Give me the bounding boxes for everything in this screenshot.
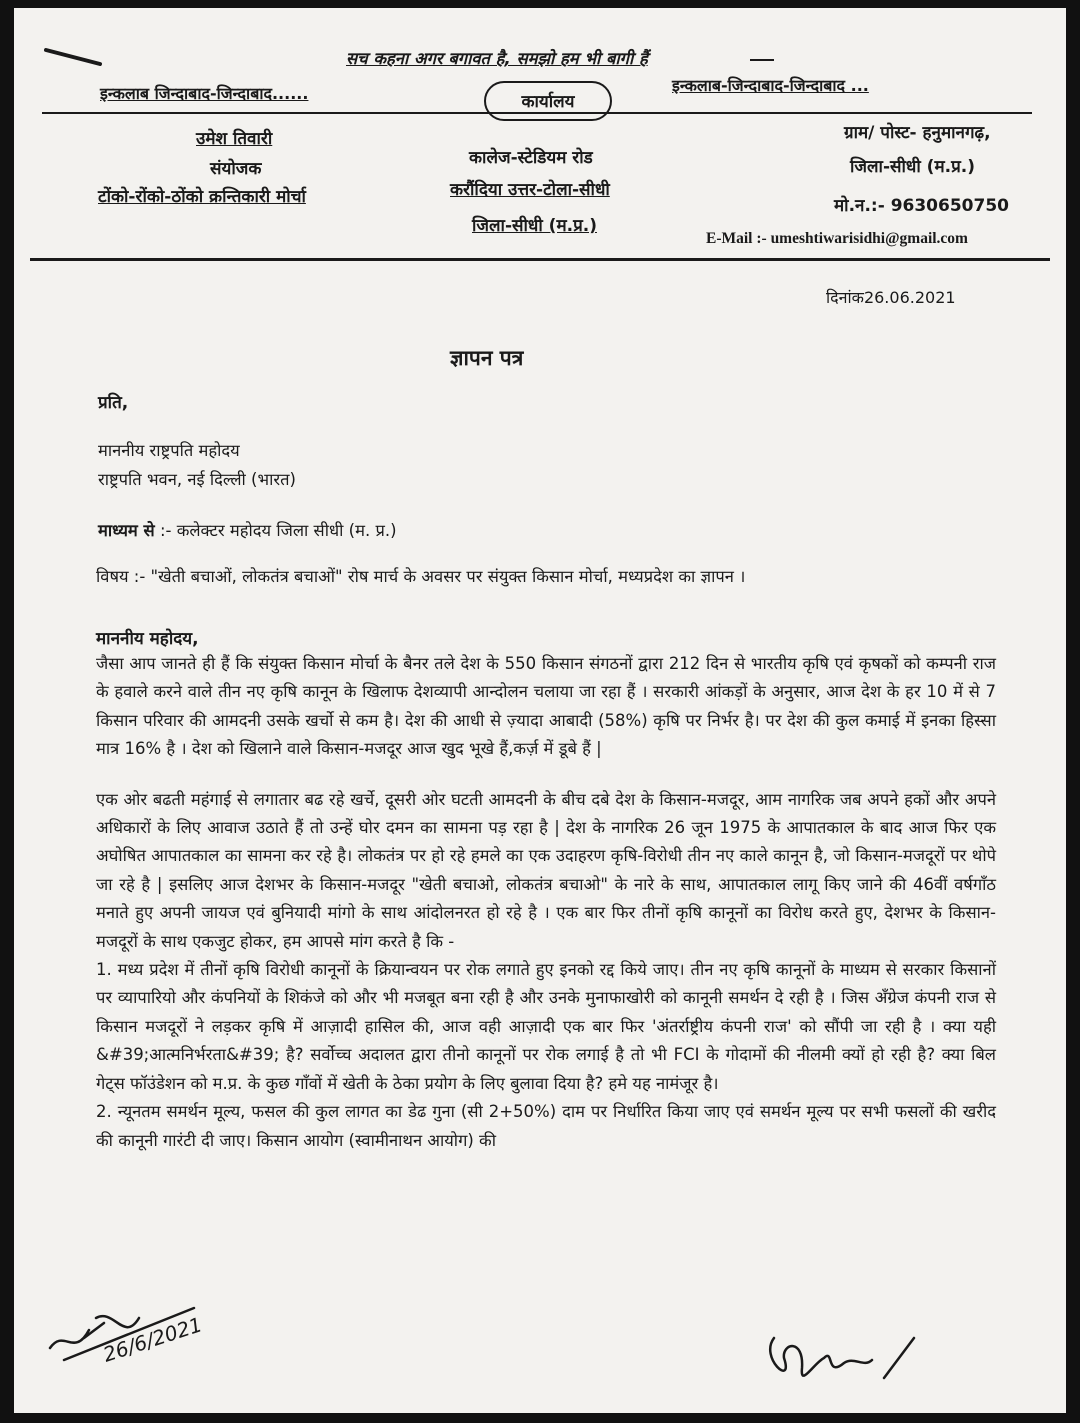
handwritten-received-mark (44, 1288, 244, 1378)
village-post: ग्राम/ पोस्ट- हनुमानगढ़, (844, 123, 991, 143)
dash-mark (44, 46, 104, 68)
to-label: प्रति, (98, 393, 129, 413)
address-line3: जिला-सीधी (म.प्र.) (472, 216, 597, 236)
paragraph-intro: जैसा आप जानते ही हैं कि संयुक्त किसान मोर्चा के बैनर तले देश के 550 किसान संगठनों द्वारा 212 दिन से भारतीय कृषि एवं कृषकों को कम्पनी राज के हवाले करने वाले तीन नए कृषि कानून के खिलाफ देशव्यापी आन्दोलन चलाया जा रहा हैं । सरकारी आंकड़ों के अनुसार, आज देश के हर 10 में से 7 किसान परिवार की आमदनी उसके खर्चो से कम है। देश की आधी से ज़्यादा आबादी (58%) कृषि पर निर्भर है। पर देश की कुल कमाई में इनका हिस्सा मात्र 16% है । देश को खिलाने वाले किसान-मजदूर आज खुद भूखे हैं,कर्ज़ में डूबे हैं | (96, 654, 996, 759)
header-top-rule (42, 112, 1032, 114)
slogan-right: इन्कलाब-जिन्दाबाद-जिन्दाबाद ... (672, 76, 869, 95)
demand-2: 2. न्यूनतम समर्थन मूल्य, फसल की कुल लागत का डेढ गुना (सी 2+50%) दाम पर निर्धारित किया जाए एवं समर्थन मूल्य पर सभी फसलों की खरीद की कानूनी गारंटी दी जाए। किसान आयोग (स्वामीनाथन आयोग) की (96, 1102, 996, 1150)
handwritten-date: 26/6/2021 (100, 1312, 206, 1367)
signature (754, 1318, 934, 1398)
district: जिला-सीधी (म.प्र.) (850, 157, 975, 177)
via-text: :- कलेक्टर महोदय जिला सीधी (म. प्र.) (159, 521, 397, 540)
letter-date: दिनांक26.06.2021 (826, 288, 956, 307)
demand-1: 1. मध्य प्रदेश में तीनों कृषि विरोधी कानूनों के क्रियान्वयन पर रोक लगाते हुए इनको रद्द किये जाए। तीन नए कृषि कानूनों के माध्यम से सरकार किसानों पर व्यापारियो और कंपनियों के शिकंजे को और भी मजबूत बना रही है और उनके मुनाफाखोरी को कानूनी समर्थन दे रही है । जिस अँग्रेज कंपनी राज से किसान मजदूरों ने लड़कर कृषि में आज़ादी हासिल की, आज वही आज़ादी एक बार फिर 'अंतर्राष्ट्रीय कंपनी राज' को सौंपी जा रही है । क्या यही &#39;आत्मनिर्भरता&#39; है? सर्वोच्च अदालत द्वारा तीनो कानूनों पर रोक लगाई है तो भी FCI के गोदामों की नीलमी क्यों हो रही है? क्या बिल गेट्स फॉउंडेशन को म.प्र. के कुछ गाँवों में खेती के ठेका प्रयोग के लिए बुलावा दिया है? हमे यह नामंजूर है। (96, 960, 996, 1093)
address-line1: कालेज-स्टेडियम रोड (469, 148, 593, 168)
slogan-left: इन्कलाब जिन्दाबाद-जिन्दाबाद...... (100, 84, 309, 103)
recipient-line1: माननीय राष्ट्रपति महोदय (98, 441, 240, 460)
letter-body (96, 650, 996, 1155)
motto-dash (750, 59, 774, 61)
salutation: माननीय महोदय, (96, 629, 199, 649)
letter-title: ज्ञापन पत्र (450, 346, 524, 370)
phone-number: मो.न.:- 9630650750 (834, 196, 1009, 216)
sender-org: टोंको-रोंको-ठोंको क्रन्तिकारी मोर्चा (98, 187, 306, 207)
via-line (98, 518, 397, 541)
motto: सच कहना अगर बगावत है, समझो हम भी बागी हैं (346, 49, 648, 68)
sender-name: उमेश तिवारी (196, 129, 273, 149)
office-label: कार्यालय (521, 92, 575, 112)
via-label: माध्यम से (98, 521, 155, 540)
subject-line: विषय :- "खेती बचाओं, लोकतंत्र बचाओं" रोष मार्च के अवसर पर संयुक्त किसान मोर्चा, मध्यप्रदेश का ज्ञापन । (96, 567, 746, 586)
letter-page (14, 8, 1066, 1413)
recipient-line2: राष्ट्रपति भवन, नई दिल्ली (भारत) (98, 470, 296, 489)
email-address: E-Mail :- umeshtiwarisidhi@gmail.com (706, 230, 968, 247)
address-line2: करौंदिया उत्तर-टोला-सीधी (450, 180, 610, 200)
paragraph-emergency: एक ओर बढती महंगाई से लगातार बढ रहे खर्चे, दूसरी ओर घटती आमदनी के बीच दबे देश के किसान-मजदूर, आम नागरिक जब अपने हकों और अपने अधिकारों के लिए आवाज उठाते हैं तो उन्हें घोर दमन का सामना पड़ रहा है | देश के नागरिक 26 जून 1975 के आपातकाल के बाद आज फिर एक अघोषित आपातकाल का सामना कर रहे है। लोकतंत्र पर हो रहे हमले का एक उदाहरण कृषि-विरोधी तीन नए काले कानून है, जो किसान-मजदूरों पर थोपे जा रहे है | इसलिए आज देशभर के किसान-मजदूर "खेती बचाओ, लोकतंत्र बचाओ" के नारे के साथ, आपातकाल लागू किए जाने की 46वीं वर्षगाँठ मनाते हुए अपनी जायज एवं बुनियादी मांगो के साथ आंदोलनरत हो रहे है । एक बार फिर तीनों कृषि कानूनों का विरोध करते हुए, देशभर के किसान-मजदूरों के साथ एकजुट होकर, हम आपसे मांग करते है कि - (96, 789, 996, 951)
header-bottom-rule (30, 258, 1050, 261)
sender-role: संयोजक (210, 159, 262, 179)
